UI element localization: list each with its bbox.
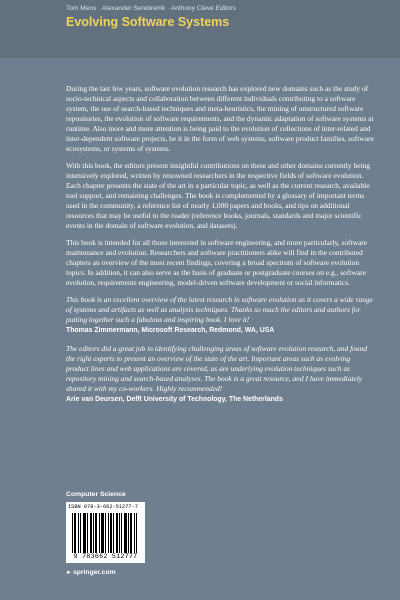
review-quote-text: The editors did a great job in identifying challenging areas of software evolution research, and found the right experts to present an overview of the state of the art. Important areas such as evolving product lines and web applications are covered, as are underlying evolution techniques such as repository mining and search-based analyses. The book is a great resource, and I have immediately shared it with my co-workers. Highly recommended!	[66, 343, 368, 393]
editors-names: Tom Mens · Alexander Serebrenik · Anthony Cleve	[66, 5, 214, 12]
book-title: Evolving Software Systems	[66, 15, 230, 29]
review-quote-author: Thomas Zimmermann, Microsoft Research, Redmond, WA, USA	[66, 326, 275, 334]
review-quote-text: This book is an excellent overview of the latest research in software evolution as it covers a wide range of systems and artifacts as well as analysis techniques. Thanks so much the editors and authors for putting together such a fabulous and inspiring book. I love it!	[66, 294, 373, 324]
barcode-bars	[72, 513, 139, 553]
review-quote	[66, 344, 374, 404]
barcode-digits: 9 783662 512777	[73, 553, 138, 560]
blurb-paragraph: With this book, the editors present insightful contributions on these and other domains currently being intensively explored, written by renowned researchers in the respective fields of software evolution. Each chapter presents the state of the art in a particular topic, as well as the current research, available tool support, and remaining challenges. The book is complemented by a glossary of important terms used in the community, a reference list of nearly 1,000 papers and books, and tips on additional resources that may be useful to the reader (reference books, journals, standards and major scientific events in the domain of software evolution, and datasets).	[66, 160, 370, 230]
blurb-paragraph: During the last few years, software evolution research has explored new domains such as the study of socio-technical aspects and collaboration between different individuals contributing to a software system, the use of search-based techniques and meta-heuristics, the mining of unstructured software repositories, the evolution of software requirements, and the dynamic adaptation of software systems at runtime. Also more and more attention is being paid to the evolution of collections of inter-related and inter-dependent software projects, be it in the form of web systems, software product families, software ecosystems, or systems of systems.	[66, 84, 374, 153]
editors-suffix: Editors	[215, 5, 237, 12]
editors-line	[66, 5, 236, 12]
cover-header-band	[0, 0, 400, 58]
publisher-website-text: springer.com	[72, 569, 116, 576]
arrow-icon: ►	[66, 570, 72, 576]
review-quote-author: Arie van Deursen, Delft University of Technology, The Netherlands	[66, 395, 283, 403]
subject-category: Computer Science	[66, 491, 126, 498]
isbn-barcode	[66, 502, 145, 563]
blurb-paragraph: This book is intended for all those interested in software engineering, and more particularly, software maintenance and evolution. Researchers and software practitioners alike will find in the contributed chapters an overview of the most recent findings, covering a broad spectrum of software evolution topics. In addition, it can also serve as the basis of graduate or postgraduate courses on e.g., software evolution, requirements engineering, model-driven software development or social informatics.	[66, 237, 368, 287]
review-quote	[66, 295, 374, 335]
isbn-label: ISBN 978-3-662-51277-7	[68, 504, 138, 510]
publisher-website[interactable]	[66, 569, 116, 576]
blurb	[66, 84, 374, 413]
